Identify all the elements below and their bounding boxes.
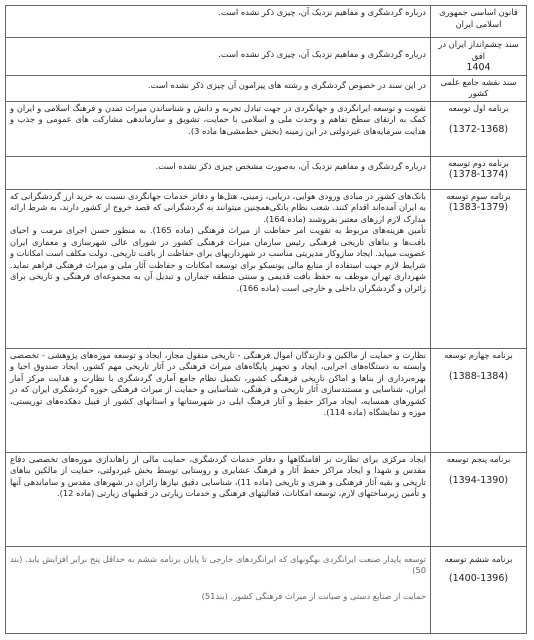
- row-description: نظارت و حمایت از مالکین و دارندگان اموال فرهنگی - تاریخی منقول مجاز، ایجاد و توسعه موزه‌های پژوهشی - تخصصی وابسته به دستگاه‌های اجرایی، ایجاد و تجهیز پایگاه‌های میراث فرهنگی در آثار تاریخی مهم کشور، ایجاد صندوق احیا و بهره‌برداری از بناها و اماکن تاریخی فرهنگی کشور، تکمیل نظام جامع آماری گردشگری با نظارت و هدایت مرکز آمار ایران، شناسایی و مستندسازی آثار تاریخی و فرهنگی، شناسایی و حمایت از میراث فرهنگی حوزه گردشگری ایران که در کشورهای همسایه، ایجاد مراکز حفظ و آثار فرهنگ ایلی در شهرستانها و استانهای کشور از قبیل دهکده‌های توریستی، موزه و نمایشگاه (ماده 114).: [6, 348, 431, 452]
- table-row: [6, 348, 527, 452]
- table-row: [6, 189, 527, 348]
- table-row: [6, 156, 527, 189]
- row-description: در این سند در خصوص گردشگری و رشته های پیرامون آن چیزی ذکر نشده است.: [6, 75, 431, 101]
- row-description: توسعه پایدار صنعت ایرانگردی بهگونهای که ایرانگردهای خارجی تا پایان برنامه ششم به حداقل پنج برابر افزایش یابد. (بند 50) حمایت از صنایع دستی و صیانت از میراث فرهنگی کشور. (بند51): [6, 546, 431, 633]
- row-heading: سند نقشه جامع علمی کشور: [431, 75, 527, 101]
- table-row: [6, 38, 527, 76]
- row-description: ایجاد مرکزی برای نظارت بر اقامتگاهها و دفاتر خدمات گردشگری، حمایت مالی از راهاندازی موزه‌های تخصصی دفاع مقدس و شهدا و ایجاد مراکز حفظ آثار و فرهنگ عشایری و روستایی توسط بخش غیردولتی، حمایت از مالکین بناهای تاریخی و بقیه آثار فرهنگی و هنری و تاریخی (ماده 11)، شناسایی دقیق نیازها زائران در شهرهای مقدس و ساماندهی آنها و تأمین زیرساختهای لازم، توسعه امکانات، فعالیتهای فرهنگی و خدمات زیارتی در قطبهای زیارتی (ماده 12).: [6, 452, 431, 546]
- row-description: درباره گردشگری و مفاهیم نزدیک آن، به‌صورت مشخص چیزی ذکر نشده است.: [6, 156, 431, 189]
- table-row: [6, 75, 527, 101]
- policy-table: [5, 5, 527, 634]
- row-description: تقویت و توسعه ایرانگردی و جهانگردی در جهت تبادل تجربه و دانش و شناساندن میراث تمدن و فرهنگ اسلامی و ایران و کمک به ارتقای سطح تفاهم و وحدت ملی و اسلامی با حمایت، تشویق و سازماندهی مشارکت های عمومی و جذب و هدایت سرمایه‌های غیردولتی در این زمینه (بخش خط‌مشی‌ها ماده 3).: [6, 101, 431, 156]
- table-row: [6, 6, 527, 38]
- row-heading: برنامه دوم توسعه (1378-1374): [431, 156, 527, 189]
- row-heading: سند چشم‌انداز ایران در افق 1404: [431, 38, 527, 76]
- row-description: درباره گردشگری و مفاهیم نزدیک آن، چیزی ذکر نشده است.: [6, 38, 431, 76]
- table-row: [6, 101, 527, 156]
- row-heading: برنامه اول توسعه (1372-1368): [431, 101, 527, 156]
- row-description: درباره گردشگری و مفاهیم نزدیک آن، چیزی ذکر نشده است.: [6, 6, 431, 38]
- row-heading: برنامه چهارم توسعه (1388-1384): [431, 348, 527, 452]
- row-heading: برنامه ششم توسعه (1400-1396): [431, 546, 527, 633]
- table-row: [6, 546, 527, 633]
- row-description: بانک‌های کشور در مبادی ورودی هوایی، دریایی، زمینی، هتل‌ها و دفاتر خدمات جهانگردی نسبت به خرید ارز گردشگرانی که به ایران آمده‌اند اقدام کنند. شعب نظام بانکی‌همچنین میتوانند به گردشگرانی که قصد خروج از کشور دارند، به شرط ارائه مدارک لازم ارزهای معتبر بفروشند (ماده 164). تأمین هزینه‌های مربوط به تقویت امر حفاظت از میراث فرهنگی (ماده 165). به منظور حسن اجرای مرمت و احیای بافت‌ها و بناهای تاریخی فرهنگی رئیس سازمان میراث فرهنگی کشور در شورای عالی شهرسازی و معماری ایران عضویت مییابد. ایجاد سازوکار مدیریتی مناسب در شهرداریهای برای حفاظت از بافت تاریخی. دولت مکلف است امکانات و شرایط لازم جهت استفاده از منابع مالی یونسکو برای توسعه امکانات و حفاظت آثار ملی و میراث فرهنگی فراهم نماید. شهرداری تهران موظف به حفظ بافت قدیمی و سنتی منطقه جماران و تبدیل آن به مجموعه‌ای فرهنگی و تاریخی برای زائران و گردشگران داخلی و خارجی است (ماده 166).: [6, 189, 431, 348]
- row-heading: برنامه پنجم توسعه (1394-1390): [431, 452, 527, 546]
- row-heading: برنامه سوم توسعه (1383-1379): [431, 189, 527, 348]
- table-row: [6, 452, 527, 546]
- row-heading: قانون اساسی جمهوری اسلامی ایران: [431, 6, 527, 38]
